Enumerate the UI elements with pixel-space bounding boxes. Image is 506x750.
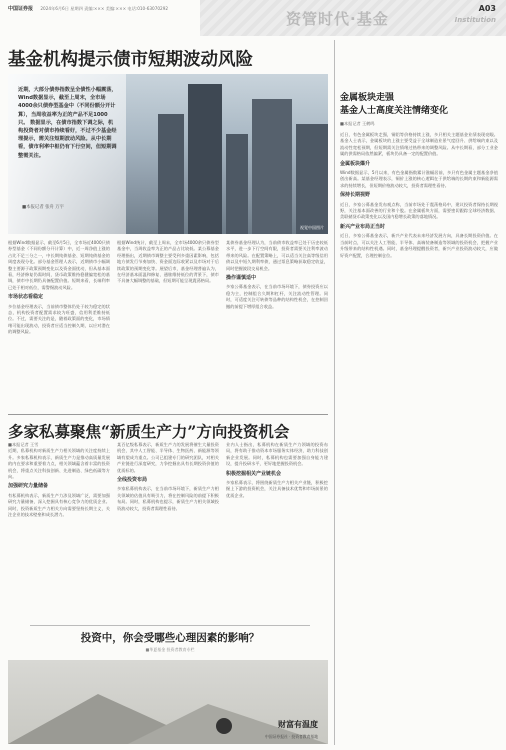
article2-subhead-layout: 全线投资布局 <box>117 477 148 484</box>
article1-column-a <box>8 240 110 410</box>
body-text: 多家私募表示，将围绕新质生产力相关产业链，积极挖掘上下游的投资机会，关注具备技术优势和市场前景的优质企业。 <box>226 480 328 498</box>
section-subtitle: Institution <box>454 16 496 24</box>
section-banner <box>200 0 506 36</box>
right-subhead-3: 新兴产业布局正当时 <box>340 223 386 230</box>
building-shape <box>252 99 292 234</box>
investor-education-header <box>30 625 310 653</box>
section-title: 资管时代·基金 <box>286 10 389 28</box>
building-shape <box>226 134 248 234</box>
building-shape <box>158 114 184 234</box>
ad-logo-icon <box>216 718 232 734</box>
right-article-body <box>340 132 498 742</box>
building-shape <box>296 124 328 234</box>
body-text: 近期，私募机构对新质生产力相关领域的关注度持续上升。多家私募机构表示，新质生产力是推动高质量发展的内在要求和重要着力点，相关领域蕴含着丰富的投资机会，将重点关注科技创新、先进制造、绿色低碳等方向。 <box>8 448 110 480</box>
page-code: A03 <box>478 4 496 13</box>
body-text: 根据Wind数据显示，截至6月5日，全市场近4000只债券型基金（不同份额分开计算）中，近一周净值上涨的占比不足三分之一，中长期纯债基金、短期纯债基金的周度表现分化。部分基金管理人表示，近期债市小幅调整主要源于政策预期变化以及资金面扰动，但从基本面看，经济修复仍需时间，货币政策维持稳健偏宽松的基调，债市中长期仍具备配置价值。短期来看，长端利率已处于相对低位，需警惕波动风险。 <box>8 240 110 290</box>
article1-lead: 近期，大部分债券指数呈全债性小幅震荡，Wind数据显示，截至上周末，全市场4000余只债券型基金中（不同份额分开计算），当周收益率为正的产品不足1000只。 数据显示，在债市指数下调之际，机构投资者对债市持续看好，不过不少基金经理提示，需关注短期波动风险。从中长期看，债市利率中枢仍有下行空间，但短期调整需关注。 <box>18 87 117 159</box>
article2-column-b <box>117 442 219 622</box>
article2-subhead-research: 加强研究力量储备 <box>8 483 49 490</box>
body-text: 多家公募基金表示，在当前市场环境下，债券投资应以稳为主，控制组合久期和杠杆，关注流动性管理。同时，可适度关注可转债等品种的结构性机会，在控制回撤的前提下增厚组合收益。 <box>226 284 328 309</box>
article2-author: ■本报记者 王雪 <box>8 442 39 447</box>
body-text: 某债券基金经理认为，当前债市收益率已处于历史较低水平，进一步下行空间有限，投资者需要关注利率波动带来的风险。在配置策略上，可以适当关注高等级信用债以及中短久期利率债，通过票息策略获取稳定收益，同时把握波段交易机会。 <box>226 240 328 271</box>
photo-credit: 视觉中国图片 <box>300 225 324 230</box>
ad-slogan: 财富有温度 <box>278 719 318 729</box>
issue-info: 2024年6月6日 星期四 责编:××× 美编:××× 电话:010-63070292 <box>40 6 169 11</box>
body-text: 多家私募机构表示，在当前市场环境下，新质生产力相关领域的估值具有吸引力，将在控制风险的前提下积极布局。同时，私募机构也提示，新质生产力相关领域投资波动较大，投资者需理性看待。 <box>117 486 219 511</box>
body-text: 有私募机构表示，新质生产力涉及领域广泛，需要加强研究力量储备，深入挖掘具有核心竞争力的优质企业。同时，投资新质生产力相关方向需要坚持长期主义，关注企业的技术壁垒和成长潜力。 <box>8 492 110 518</box>
body-text: 多位基金经理表示，当前债市整体仍处于较为稳定的状态，机构投资者配置需求较为旺盛，信用利差维持低位。不过，需要关注的是，随着政策面的变化，市场情绪可能出现波动，投资者应适当控制久期，以应对潜在的调整风险。 <box>8 303 110 335</box>
right-subhead-1: 金属板块爆升 <box>340 160 371 167</box>
ad-organization: 中国证券报社 · 投资者教育基地 <box>265 734 318 739</box>
right-article-headline: 金属板块走强 基金人士高度关注情绪变化 <box>340 93 449 116</box>
building-shape <box>188 84 222 234</box>
body-text: 近日，多家公募基金表示，新兴产业代表未来经济发展方向，具备长期投资价值。在当前时点，可以关注人工智能、半导体、高端装备制造等领域的投资机会，把握产业升级带来的结构性机遇。同时，基金经理提醒投资者，新兴产业投资波动较大，应做好资产配置，合理控制仓位。 <box>340 233 498 258</box>
body-text: 根据Wind统计，截至上周末，全市场4000余只债券型基金中，当周收益率为正的产品占比较低。某公募基金经理指出，近期债市调整主要受到多重因素影响，包括地方债发行节奏加快、资金面边际收紧以及市场对于后续政策的预期变化等。展望后市，基金经理普遍认为，在经济基本面温和修复、通胀维持低位的背景下，债市不具备大幅调整的基础，但短期可能呈现震荡格局。 <box>117 240 219 284</box>
body-text: 业内人士指出，私募机构在新质生产力领域的投资布局，将有助于推动资本市场服务实体经济，助力科技创新企业发展。同时，私募机构也需要加强自身能力建设，提升投研水平，更好地把握投资机会。 <box>226 442 328 467</box>
article1-subhead-market: 市场状态看稳定 <box>8 294 44 301</box>
article2-subhead-chain: 积极挖掘相关产业链机会 <box>226 470 282 477</box>
article1-column-b <box>117 240 219 410</box>
article1-headline: 基金机构提示债市短期波动风险 <box>8 50 253 70</box>
article1-column-c <box>226 240 328 410</box>
body-text: Wind数据显示，5月以来，有色金属指数累计涨幅居前，多只有色金属主题基金净值创出新高。某基金经理表示，铜价上涨的核心逻辑在于供给端的长期约束和新能源需求的持续增长，但短期价格波动较大，投资者需理性看待。 <box>340 170 498 188</box>
right-subhead-2: 保持长期视野 <box>340 192 371 199</box>
article2-column-c <box>226 442 328 622</box>
article1-photo <box>8 74 328 234</box>
section-divider <box>8 414 328 415</box>
investor-education-question: 投资中，你会受哪些心理因素的影响？ <box>80 632 260 644</box>
investor-education-column: ■华夏基金 投资者教育专栏 <box>145 647 195 652</box>
body-text: 近日，多家公募基金发布观点称，当前市场处于震荡格局中，建议投资者保持长期视野，关注基本面改善的行业和个股。在金属板块方面，需要密切跟踪全球经济数据、美联储货币政策变化以及国内稳增长政策的落地情况。 <box>340 201 498 220</box>
body-text: 近日，有色金属板块走强，铜铝等价格持续上涨，多只相关主题基金业绩表现亮眼。基金人士表示，金属板块的上涨主要受益于全球制造业景气度回升、供给端约束以及流动性宽松预期，但短期需关注情绪过热带来的调整风险。从中长期看，部分工业金属的供需格局依然偏紧，板块仍具备一定的配置价值。 <box>340 132 498 157</box>
right-article-author: ■本报记者 王鹤鸣 <box>340 121 375 126</box>
article2-headline: 多家私募聚焦“新质生产力”方向投资机会 <box>8 422 290 441</box>
newspaper-brand: 中国证券报 <box>8 6 34 12</box>
advertisement <box>8 660 328 744</box>
article2-column-a <box>8 442 110 622</box>
body-text: 某百亿级私募表示，新质生产力的发展将催生大量投资机会，其中人工智能、半导体、生物医药、新能源等领域有望成为重点。公司已组建专门的研究团队，对相关产业链进行深度研究，力争挖掘出具有长期投资价值的优质标的。 <box>117 442 219 473</box>
article1-author: ■本报记者 张舟 万宇 <box>22 205 65 210</box>
article1-subhead-operation: 操作谨慎适中 <box>226 275 257 282</box>
column-divider <box>334 40 335 745</box>
